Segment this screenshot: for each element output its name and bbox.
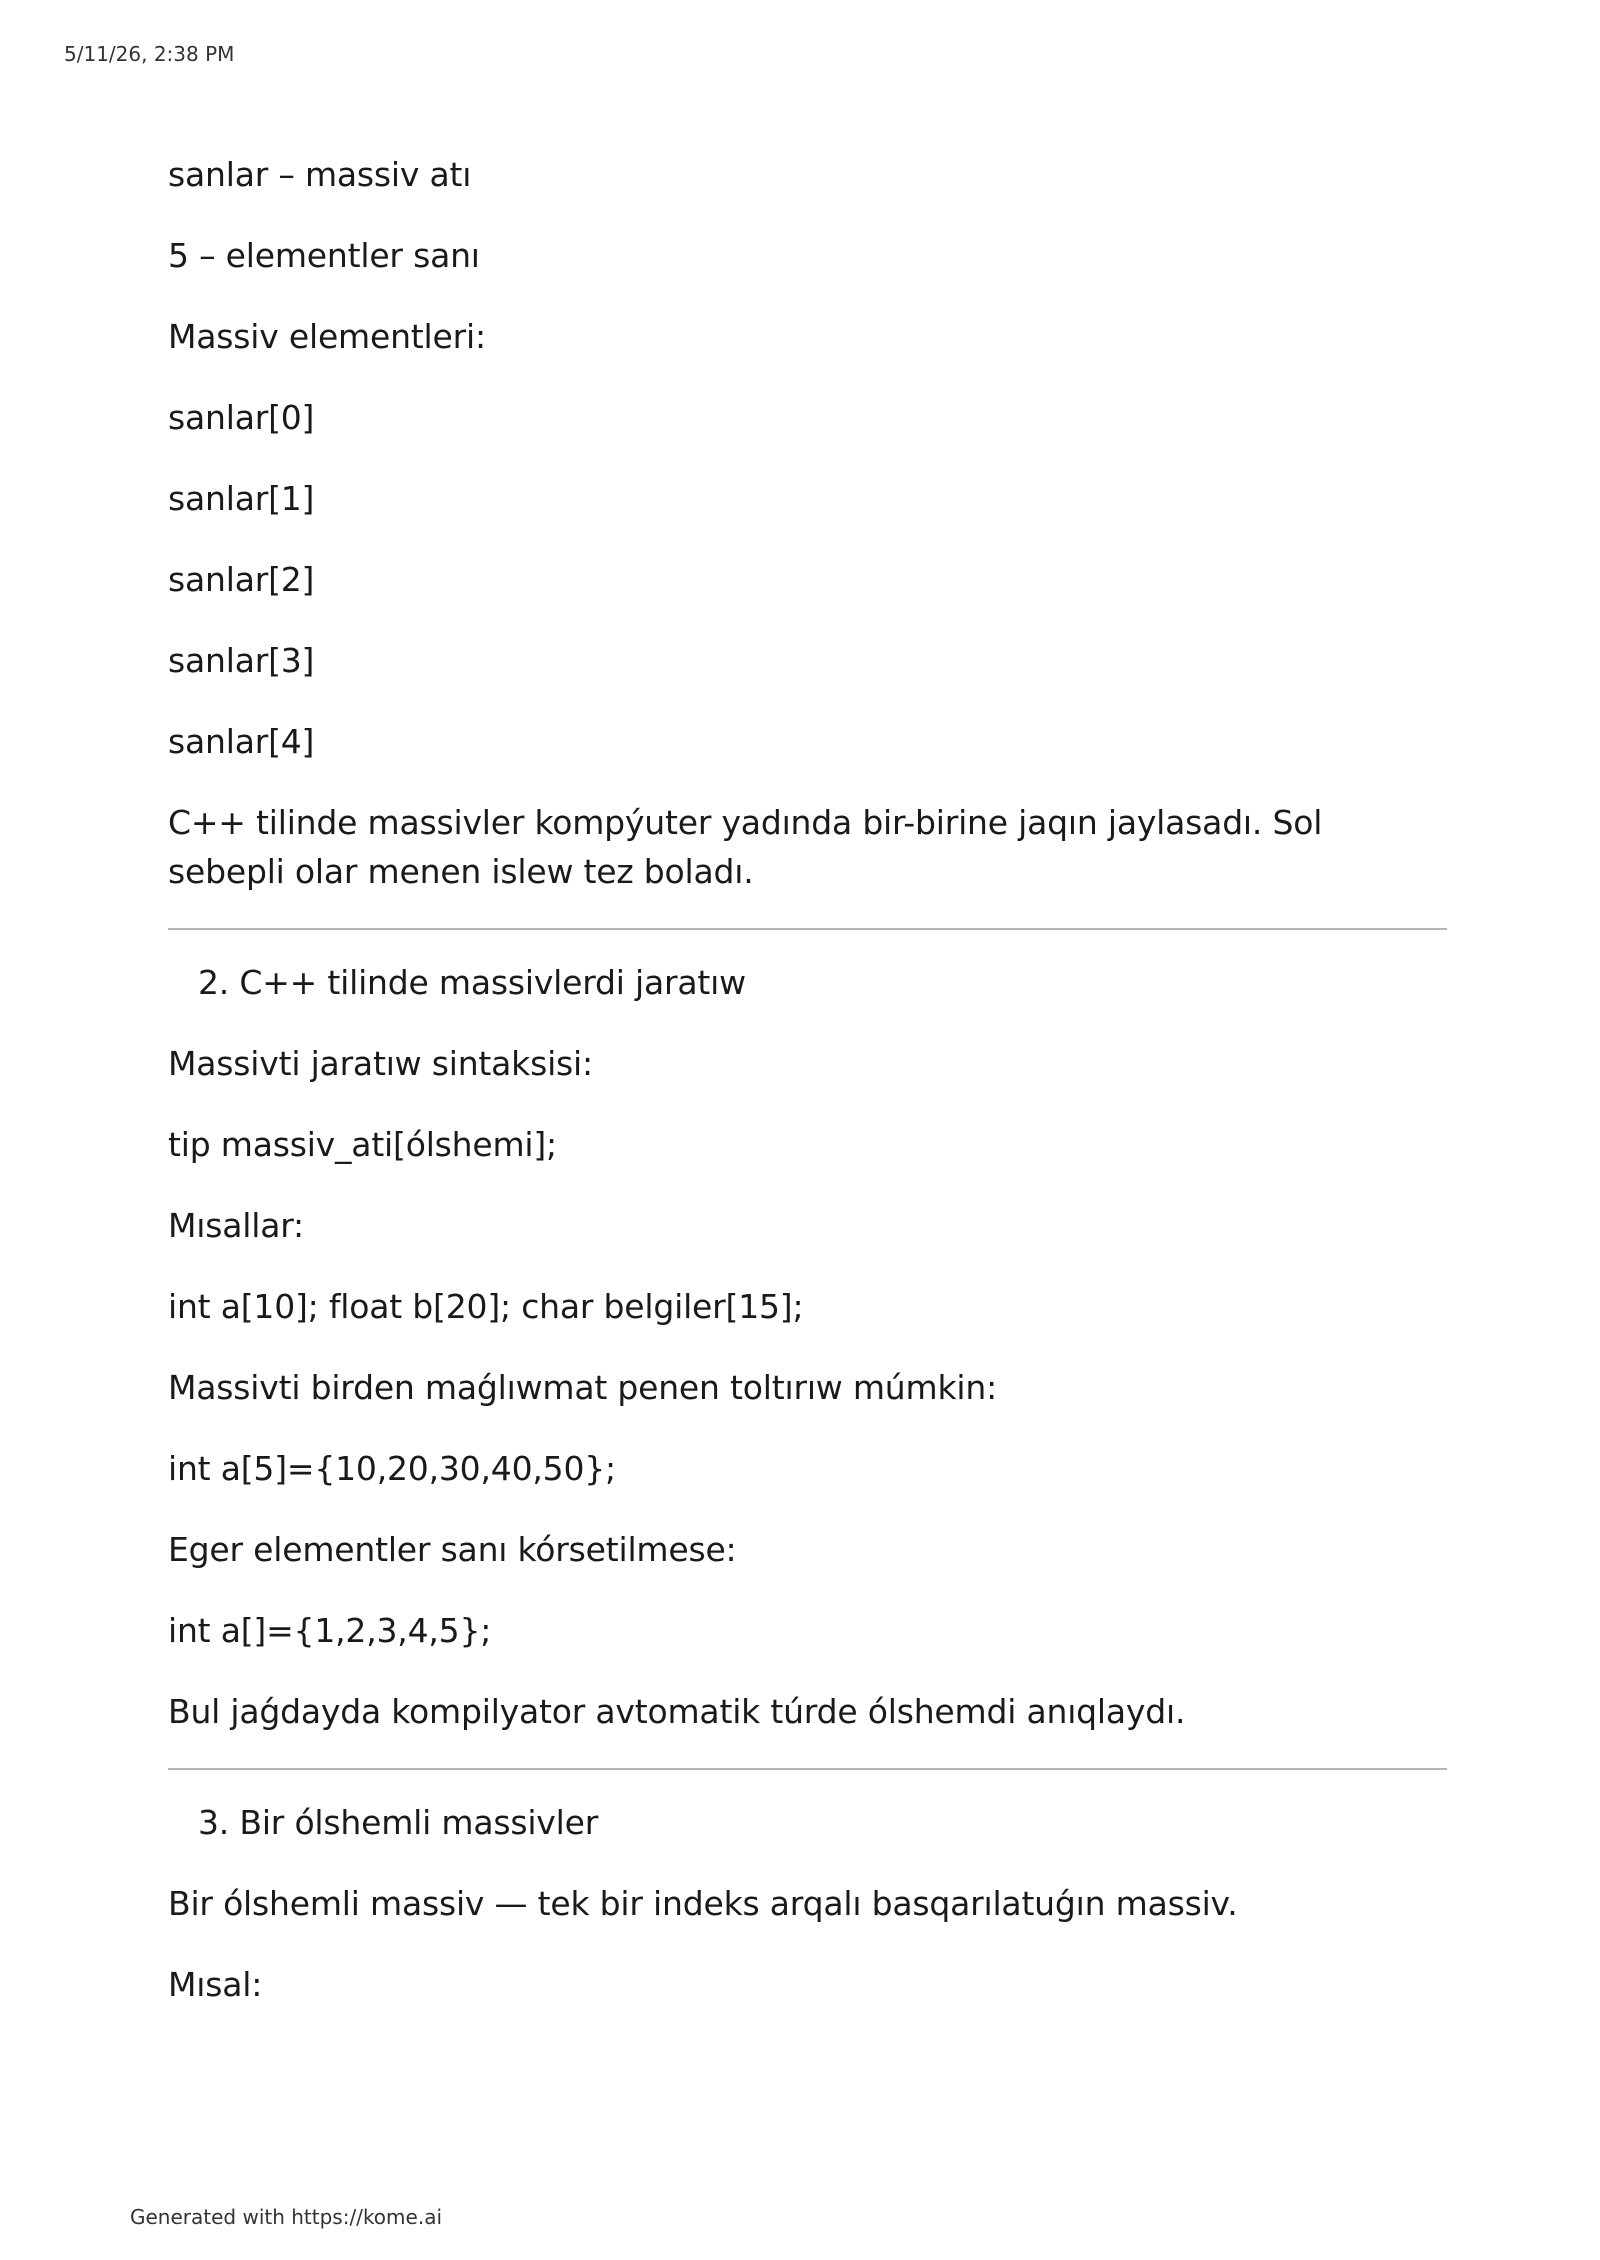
section-divider — [168, 1768, 1447, 1770]
paragraph: int a[10]; float b[20]; char belgiler[15]; — [168, 1287, 804, 1326]
paragraph: Massivti birden maǵlıwmat penen toltırıw múmkin: — [168, 1368, 997, 1407]
paragraph: sanlar[4] — [168, 722, 315, 761]
section-heading: 2. C++ tilinde massivlerdi jaratıw — [198, 963, 746, 1002]
paragraph: sanlar[3] — [168, 641, 315, 680]
paragraph: Massivti jaratıw sintaksisi: — [168, 1044, 593, 1083]
page-timestamp: 5/11/26, 2:38 PM — [64, 42, 235, 66]
paragraph: Mısallar: — [168, 1206, 304, 1245]
section-divider — [168, 928, 1447, 930]
paragraph: Bul jaǵdayda kompilyator avtomatik túrde ólshemdi anıqlaydı. — [168, 1692, 1186, 1731]
paragraph: Massiv elementleri: — [168, 317, 486, 356]
paragraph: sanlar[2] — [168, 560, 315, 599]
paragraph: Mısal: — [168, 1965, 263, 2004]
paragraph: int a[5]={10,20,30,40,50}; — [168, 1449, 616, 1488]
paragraph: Bir ólshemli massiv — tek bir indeks arqalı basqarılatuǵın massiv. — [168, 1884, 1238, 1923]
document-body — [168, 150, 1448, 2041]
paragraph: sanlar – massiv atı — [168, 155, 472, 194]
paragraph: Eger elementler sanı kórsetilmese: — [168, 1530, 737, 1569]
paragraph: tip massiv_ati[ólshemi]; — [168, 1125, 557, 1164]
page-footer: Generated with https://kome.ai — [130, 2205, 443, 2229]
paragraph: 5 – elementler sanı — [168, 236, 480, 275]
section-heading: 3. Bir ólshemli massivler — [198, 1803, 599, 1842]
paragraph: C++ tilinde massivler kompýuter yadında bir-birine jaqın jaylasadı. Sol sebepli olar menen islew tez boladı. — [168, 803, 1323, 891]
paragraph: sanlar[1] — [168, 479, 315, 518]
paragraph: sanlar[0] — [168, 398, 315, 437]
paragraph: int a[]={1,2,3,4,5}; — [168, 1611, 492, 1650]
